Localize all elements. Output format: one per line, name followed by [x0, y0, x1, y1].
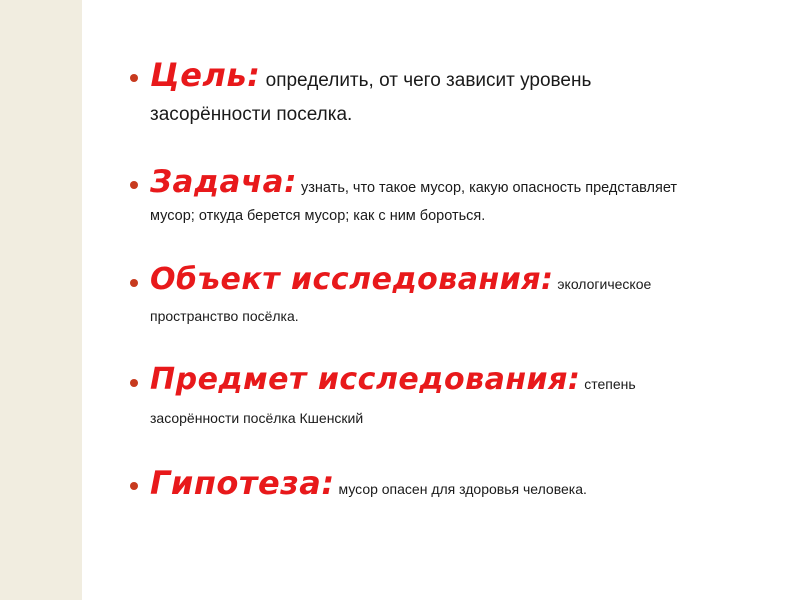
item-heading: Цель:: [150, 56, 261, 94]
list-item-goal: [130, 56, 780, 126]
bullet-icon: [130, 74, 138, 82]
bullet-icon: [130, 379, 138, 387]
item-continuation: мусор; откуда берется мусор; как с ним бороться.: [150, 207, 486, 224]
bullet-icon: [130, 181, 138, 189]
item-text: определить, от чего зависит уровень: [260, 70, 592, 91]
item-text: экологическое: [553, 275, 652, 292]
item-text: степень: [580, 375, 636, 392]
item-heading: Предмет исследования:: [150, 361, 581, 397]
item-first-line: [150, 464, 780, 502]
list-item-task: [130, 164, 780, 223]
content-list: [130, 56, 780, 502]
item-first-line: [150, 362, 780, 398]
bullet-icon: [130, 482, 138, 490]
item-heading: Задача:: [150, 164, 297, 201]
item-continuation: засорённости поселка.: [150, 104, 353, 126]
item-first-line: [150, 56, 780, 94]
item-continuation: пространство посёлка.: [150, 307, 299, 324]
list-item-hypothesis: [130, 464, 780, 502]
item-first-line: [150, 164, 780, 201]
item-first-line: [150, 262, 780, 298]
list-item-subject: [130, 362, 780, 426]
item-heading: Объект исследования:: [150, 261, 554, 297]
item-text: узнать, что такое мусор, какую опасность представляет: [297, 180, 678, 197]
side-panel: [0, 0, 82, 600]
bullet-icon: [130, 279, 138, 287]
item-heading: Гипотеза:: [150, 463, 335, 502]
list-item-object: [130, 262, 780, 324]
item-continuation: засорённости посёлка Кшенский: [150, 409, 364, 426]
item-text: мусор опасен для здоровья человека.: [334, 480, 587, 497]
